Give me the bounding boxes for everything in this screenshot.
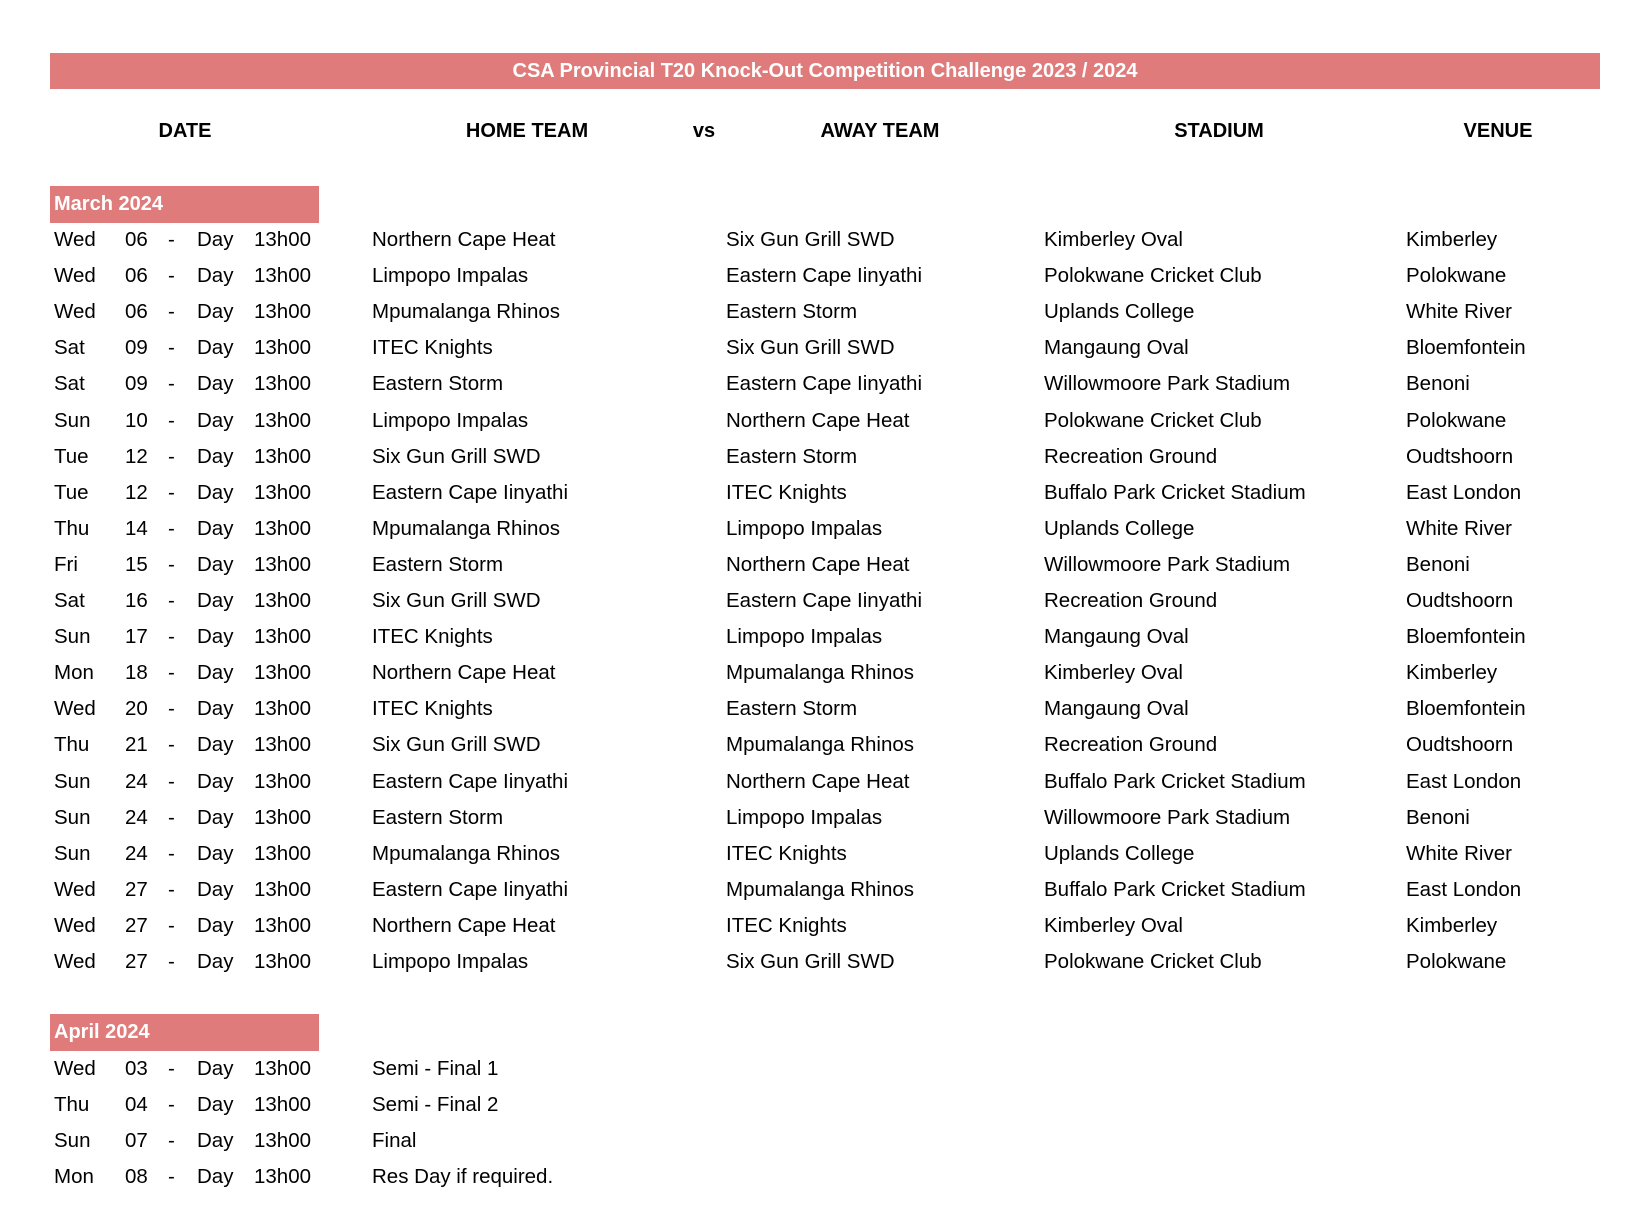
fixture-day-night: Day xyxy=(197,913,234,937)
fixture-day-night: Day xyxy=(197,625,234,649)
fixture-dash: - xyxy=(168,841,175,865)
fixture-dash: - xyxy=(168,950,175,973)
fixture-weekday: Wed xyxy=(54,264,96,288)
fixture-dash: - xyxy=(168,264,175,288)
fixture-dash: - xyxy=(168,480,175,504)
fixture-venue: White River xyxy=(1406,300,1512,324)
fixture-away-team: ITEC Knights xyxy=(726,841,847,865)
fixture-date: 12 xyxy=(125,444,148,468)
fixture-venue: Polokwane xyxy=(1406,950,1507,973)
fixture-stadium: Kimberley Oval xyxy=(1044,913,1183,937)
fixture-home-team: Mpumalanga Rhinos xyxy=(372,300,561,324)
fixture-venue: Oudtshoorn xyxy=(1406,444,1514,468)
fixture-weekday: Tue xyxy=(54,480,89,504)
fixture-weekday: Mon xyxy=(54,1165,94,1188)
fixture-venue: White River xyxy=(1406,841,1512,865)
fixture-away-team: Eastern Cape Iinyathi xyxy=(726,372,923,396)
fixture-home-team: Semi - Final 1 xyxy=(372,1057,499,1080)
fixture-date: 18 xyxy=(125,661,148,685)
fixture-venue: East London xyxy=(1406,877,1522,901)
fixture-dash: - xyxy=(168,733,175,757)
fixture-home-team: Eastern Cape Iinyathi xyxy=(372,769,569,793)
fixture-dash: - xyxy=(168,625,175,649)
fixture-date: 24 xyxy=(125,805,148,829)
fixture-dash: - xyxy=(168,228,175,251)
fixture-venue: Bloemfontein xyxy=(1406,336,1526,360)
fixture-time: 13h00 xyxy=(254,1165,312,1188)
fixture-day-night: Day xyxy=(197,408,234,432)
fixture-time: 13h00 xyxy=(254,697,312,721)
fixture-day-night: Day xyxy=(197,841,234,865)
table-row xyxy=(0,727,1628,763)
table-row xyxy=(0,1123,1628,1159)
fixture-home-team: Eastern Storm xyxy=(372,372,504,396)
fixture-away-team: Eastern Storm xyxy=(726,444,858,468)
fixture-stadium: Polokwane Cricket Club xyxy=(1044,950,1262,973)
fixture-away-team: ITEC Knights xyxy=(726,480,847,504)
fixture-weekday: Thu xyxy=(54,733,90,757)
fixture-stadium: Mangaung Oval xyxy=(1044,625,1189,649)
fixture-stadium: Willowmoore Park Stadium xyxy=(1044,372,1291,396)
fixture-date: 27 xyxy=(125,950,148,973)
fixture-weekday: Sun xyxy=(54,625,91,649)
fixture-date: 06 xyxy=(125,264,148,288)
fixture-weekday: Wed xyxy=(54,228,96,251)
fixture-weekday: Sun xyxy=(54,769,91,793)
fixture-home-team: Semi - Final 2 xyxy=(372,1093,499,1116)
fixture-venue: Benoni xyxy=(1406,372,1470,396)
fixture-day-night: Day xyxy=(197,1093,234,1116)
fixture-date: 16 xyxy=(125,589,148,612)
header-venue: VENUE xyxy=(1463,120,1533,142)
fixture-time: 13h00 xyxy=(254,661,312,685)
fixture-venue: Polokwane xyxy=(1406,408,1507,432)
fixture-dash: - xyxy=(168,516,175,540)
fixture-venue: Kimberley xyxy=(1406,913,1498,937)
table-row xyxy=(0,403,1628,439)
fixture-venue: Kimberley xyxy=(1406,661,1498,685)
fixture-day-night: Day xyxy=(197,697,234,721)
fixture-stadium: Willowmoore Park Stadium xyxy=(1044,805,1291,829)
fixture-home-team: ITEC Knights xyxy=(372,625,493,649)
table-row xyxy=(0,294,1628,330)
fixture-stadium: Buffalo Park Cricket Stadium xyxy=(1044,769,1306,793)
fixture-away-team: Eastern Storm xyxy=(726,300,858,324)
fixture-day-night: Day xyxy=(197,300,234,324)
fixture-date: 08 xyxy=(125,1165,148,1188)
fixture-away-team: Eastern Cape Iinyathi xyxy=(726,264,923,288)
fixture-home-team: ITEC Knights xyxy=(372,697,493,721)
fixture-date: 03 xyxy=(125,1057,148,1080)
fixture-stadium: Willowmoore Park Stadium xyxy=(1044,552,1291,576)
table-row xyxy=(0,511,1628,547)
fixture-weekday: Sun xyxy=(54,841,91,865)
fixture-time: 13h00 xyxy=(254,1129,312,1152)
fixture-day-night: Day xyxy=(197,552,234,576)
fixture-date: 21 xyxy=(125,733,148,757)
fixture-day-night: Day xyxy=(197,1129,234,1152)
fixture-stadium: Recreation Ground xyxy=(1044,589,1218,612)
fixture-dash: - xyxy=(168,805,175,829)
fixture-day-night: Day xyxy=(197,228,234,251)
header-home-team: HOME TEAM xyxy=(465,120,589,142)
fixture-home-team: Northern Cape Heat xyxy=(372,913,556,937)
fixture-day-night: Day xyxy=(197,372,234,396)
fixture-date: 14 xyxy=(125,516,148,540)
fixture-day-night: Day xyxy=(197,480,234,504)
fixture-home-team: ITEC Knights xyxy=(372,336,493,360)
fixture-dash: - xyxy=(168,336,175,360)
fixture-date: 12 xyxy=(125,480,148,504)
fixture-date: 07 xyxy=(125,1129,148,1152)
fixture-stadium: Mangaung Oval xyxy=(1044,697,1189,721)
table-row xyxy=(0,944,1628,980)
fixture-home-team: Limpopo Impalas xyxy=(372,264,529,288)
fixture-stadium: Kimberley Oval xyxy=(1044,661,1183,685)
fixture-time: 13h00 xyxy=(254,877,312,901)
fixture-day-night: Day xyxy=(197,336,234,360)
fixture-weekday: Sun xyxy=(54,805,91,829)
table-row xyxy=(0,764,1628,800)
fixture-time: 13h00 xyxy=(254,444,312,468)
fixture-home-team: Six Gun Grill SWD xyxy=(372,733,541,757)
fixture-time: 13h00 xyxy=(254,300,312,324)
fixture-venue: Polokwane xyxy=(1406,264,1507,288)
fixture-day-night: Day xyxy=(197,1057,234,1080)
fixture-away-team: Limpopo Impalas xyxy=(726,625,883,649)
fixture-away-team: Six Gun Grill SWD xyxy=(726,336,895,360)
table-row xyxy=(0,800,1628,836)
table-row xyxy=(0,691,1628,727)
fixture-away-team: Six Gun Grill SWD xyxy=(726,950,895,973)
table-row xyxy=(0,1087,1628,1123)
fixture-date: 24 xyxy=(125,769,148,793)
fixture-venue: White River xyxy=(1406,516,1512,540)
fixture-time: 13h00 xyxy=(254,913,312,937)
fixture-date: 24 xyxy=(125,841,148,865)
fixture-date: 09 xyxy=(125,372,148,396)
fixture-venue: Benoni xyxy=(1406,805,1470,829)
fixture-home-team: Six Gun Grill SWD xyxy=(372,589,541,612)
fixture-home-team: Limpopo Impalas xyxy=(372,408,529,432)
page-title: CSA Provincial T20 Knock-Out Competition Challenge 2023 / 2024 xyxy=(50,53,1600,89)
table-row xyxy=(0,1051,1628,1087)
fixture-venue: Kimberley xyxy=(1406,228,1498,251)
fixture-day-night: Day xyxy=(197,1165,234,1188)
fixture-dash: - xyxy=(168,300,175,324)
table-row xyxy=(0,1159,1628,1195)
fixture-weekday: Mon xyxy=(54,661,94,685)
fixture-home-team: Eastern Storm xyxy=(372,552,504,576)
fixture-time: 13h00 xyxy=(254,336,312,360)
fixture-stadium: Polokwane Cricket Club xyxy=(1044,408,1262,432)
fixture-home-team: Res Day if required. xyxy=(372,1165,554,1188)
fixture-home-team: Eastern Cape Iinyathi xyxy=(372,877,569,901)
fixture-day-night: Day xyxy=(197,805,234,829)
fixture-day-night: Day xyxy=(197,264,234,288)
fixture-weekday: Sat xyxy=(54,336,85,360)
fixture-venue: Bloemfontein xyxy=(1406,625,1526,649)
table-row xyxy=(0,439,1628,475)
table-row xyxy=(0,475,1628,511)
fixture-time: 13h00 xyxy=(254,625,312,649)
fixture-dash: - xyxy=(168,444,175,468)
table-row xyxy=(0,836,1628,872)
header-vs: vs xyxy=(692,120,716,142)
header-date: DATE xyxy=(158,120,212,142)
fixture-time: 13h00 xyxy=(254,950,312,973)
fixture-dash: - xyxy=(168,589,175,612)
fixture-weekday: Tue xyxy=(54,444,89,468)
fixture-weekday: Sun xyxy=(54,408,91,432)
fixture-away-team: ITEC Knights xyxy=(726,913,847,937)
fixture-time: 13h00 xyxy=(254,228,312,251)
fixture-weekday: Thu xyxy=(54,516,90,540)
fixture-home-team: Limpopo Impalas xyxy=(372,950,529,973)
table-row xyxy=(0,583,1628,619)
fixture-time: 13h00 xyxy=(254,1057,312,1080)
fixture-stadium: Recreation Ground xyxy=(1044,444,1218,468)
fixture-away-team: Mpumalanga Rhinos xyxy=(726,733,915,757)
fixture-time: 13h00 xyxy=(254,769,312,793)
fixture-date: 06 xyxy=(125,300,148,324)
fixture-away-team: Northern Cape Heat xyxy=(726,769,910,793)
fixture-day-night: Day xyxy=(197,661,234,685)
fixture-day-night: Day xyxy=(197,950,234,973)
fixture-weekday: Wed xyxy=(54,913,96,937)
fixture-home-team: Mpumalanga Rhinos xyxy=(372,841,561,865)
fixture-away-team: Mpumalanga Rhinos xyxy=(726,661,915,685)
fixture-date: 20 xyxy=(125,697,148,721)
fixture-day-night: Day xyxy=(197,589,234,612)
fixture-day-night: Day xyxy=(197,877,234,901)
table-row xyxy=(0,330,1628,366)
fixture-home-team: Northern Cape Heat xyxy=(372,661,556,685)
fixture-dash: - xyxy=(168,408,175,432)
fixture-stadium: Kimberley Oval xyxy=(1044,228,1183,251)
fixture-date: 06 xyxy=(125,228,148,251)
fixture-date: 09 xyxy=(125,336,148,360)
fixture-weekday: Wed xyxy=(54,697,96,721)
header-away-team: AWAY TEAM xyxy=(820,120,940,142)
fixture-home-team: Mpumalanga Rhinos xyxy=(372,516,561,540)
fixture-venue: Oudtshoorn xyxy=(1406,589,1514,612)
fixture-away-team: Eastern Cape Iinyathi xyxy=(726,589,923,612)
fixture-time: 13h00 xyxy=(254,516,312,540)
fixture-dash: - xyxy=(168,552,175,576)
fixture-stadium: Uplands College xyxy=(1044,300,1195,324)
fixture-time: 13h00 xyxy=(254,733,312,757)
fixture-stadium: Buffalo Park Cricket Stadium xyxy=(1044,480,1306,504)
fixture-away-team: Northern Cape Heat xyxy=(726,408,910,432)
fixture-time: 13h00 xyxy=(254,264,312,288)
fixture-weekday: Sat xyxy=(54,372,85,396)
fixture-day-night: Day xyxy=(197,516,234,540)
fixture-dash: - xyxy=(168,1129,175,1152)
month-band-march: March 2024 xyxy=(50,186,319,223)
table-row xyxy=(0,872,1628,908)
fixture-day-night: Day xyxy=(197,444,234,468)
fixture-venue: Bloemfontein xyxy=(1406,697,1526,721)
table-row xyxy=(0,366,1628,402)
table-row xyxy=(0,258,1628,294)
fixture-time: 13h00 xyxy=(254,408,312,432)
table-row xyxy=(0,619,1628,655)
fixture-away-team: Eastern Storm xyxy=(726,697,858,721)
fixture-time: 13h00 xyxy=(254,805,312,829)
fixture-dash: - xyxy=(168,1093,175,1116)
fixture-home-team: Northern Cape Heat xyxy=(372,228,556,251)
fixture-time: 13h00 xyxy=(254,1093,312,1116)
fixture-date: 27 xyxy=(125,877,148,901)
fixture-weekday: Sat xyxy=(54,589,85,612)
table-row xyxy=(0,655,1628,691)
fixture-home-team: Final xyxy=(372,1129,417,1152)
fixture-venue: East London xyxy=(1406,480,1522,504)
fixture-date: 04 xyxy=(125,1093,148,1116)
fixture-stadium: Buffalo Park Cricket Stadium xyxy=(1044,877,1306,901)
fixture-venue: Benoni xyxy=(1406,552,1470,576)
fixture-date: 15 xyxy=(125,552,148,576)
fixture-away-team: Six Gun Grill SWD xyxy=(726,228,895,251)
fixture-weekday: Thu xyxy=(54,1093,90,1116)
fixture-venue: East London xyxy=(1406,769,1522,793)
month-band-april: April 2024 xyxy=(50,1014,319,1051)
fixture-time: 13h00 xyxy=(254,589,312,612)
fixture-venue: Oudtshoorn xyxy=(1406,733,1514,757)
fixture-stadium: Uplands College xyxy=(1044,516,1195,540)
fixture-day-night: Day xyxy=(197,733,234,757)
fixture-weekday: Sun xyxy=(54,1129,91,1152)
fixture-weekday: Wed xyxy=(54,300,96,324)
fixture-dash: - xyxy=(168,697,175,721)
fixture-date: 17 xyxy=(125,625,148,649)
table-row xyxy=(0,222,1628,258)
table-row xyxy=(0,547,1628,583)
fixture-away-team: Mpumalanga Rhinos xyxy=(726,877,915,901)
fixture-day-night: Day xyxy=(197,769,234,793)
fixture-home-team: Eastern Cape Iinyathi xyxy=(372,480,569,504)
fixture-away-team: Northern Cape Heat xyxy=(726,552,910,576)
fixture-time: 13h00 xyxy=(254,841,312,865)
fixture-dash: - xyxy=(168,1057,175,1080)
fixture-away-team: Limpopo Impalas xyxy=(726,805,883,829)
fixture-stadium: Polokwane Cricket Club xyxy=(1044,264,1262,288)
fixture-home-team: Six Gun Grill SWD xyxy=(372,444,541,468)
fixture-time: 13h00 xyxy=(254,480,312,504)
fixture-weekday: Wed xyxy=(54,877,96,901)
fixture-weekday: Fri xyxy=(54,552,78,576)
fixture-date: 10 xyxy=(125,408,148,432)
fixture-weekday: Wed xyxy=(54,1057,96,1080)
fixture-dash: - xyxy=(168,913,175,937)
fixture-time: 13h00 xyxy=(254,372,312,396)
fixture-dash: - xyxy=(168,769,175,793)
header-stadium: STADIUM xyxy=(1174,120,1264,142)
table-row xyxy=(0,908,1628,944)
fixture-home-team: Eastern Storm xyxy=(372,805,504,829)
fixture-away-team: Limpopo Impalas xyxy=(726,516,883,540)
fixture-dash: - xyxy=(168,877,175,901)
fixture-stadium: Mangaung Oval xyxy=(1044,336,1189,360)
fixture-dash: - xyxy=(168,661,175,685)
fixture-weekday: Wed xyxy=(54,950,96,973)
fixture-dash: - xyxy=(168,1165,175,1188)
fixture-dash: - xyxy=(168,372,175,396)
fixture-stadium: Recreation Ground xyxy=(1044,733,1218,757)
fixture-time: 13h00 xyxy=(254,552,312,576)
fixture-stadium: Uplands College xyxy=(1044,841,1195,865)
fixture-date: 27 xyxy=(125,913,148,937)
